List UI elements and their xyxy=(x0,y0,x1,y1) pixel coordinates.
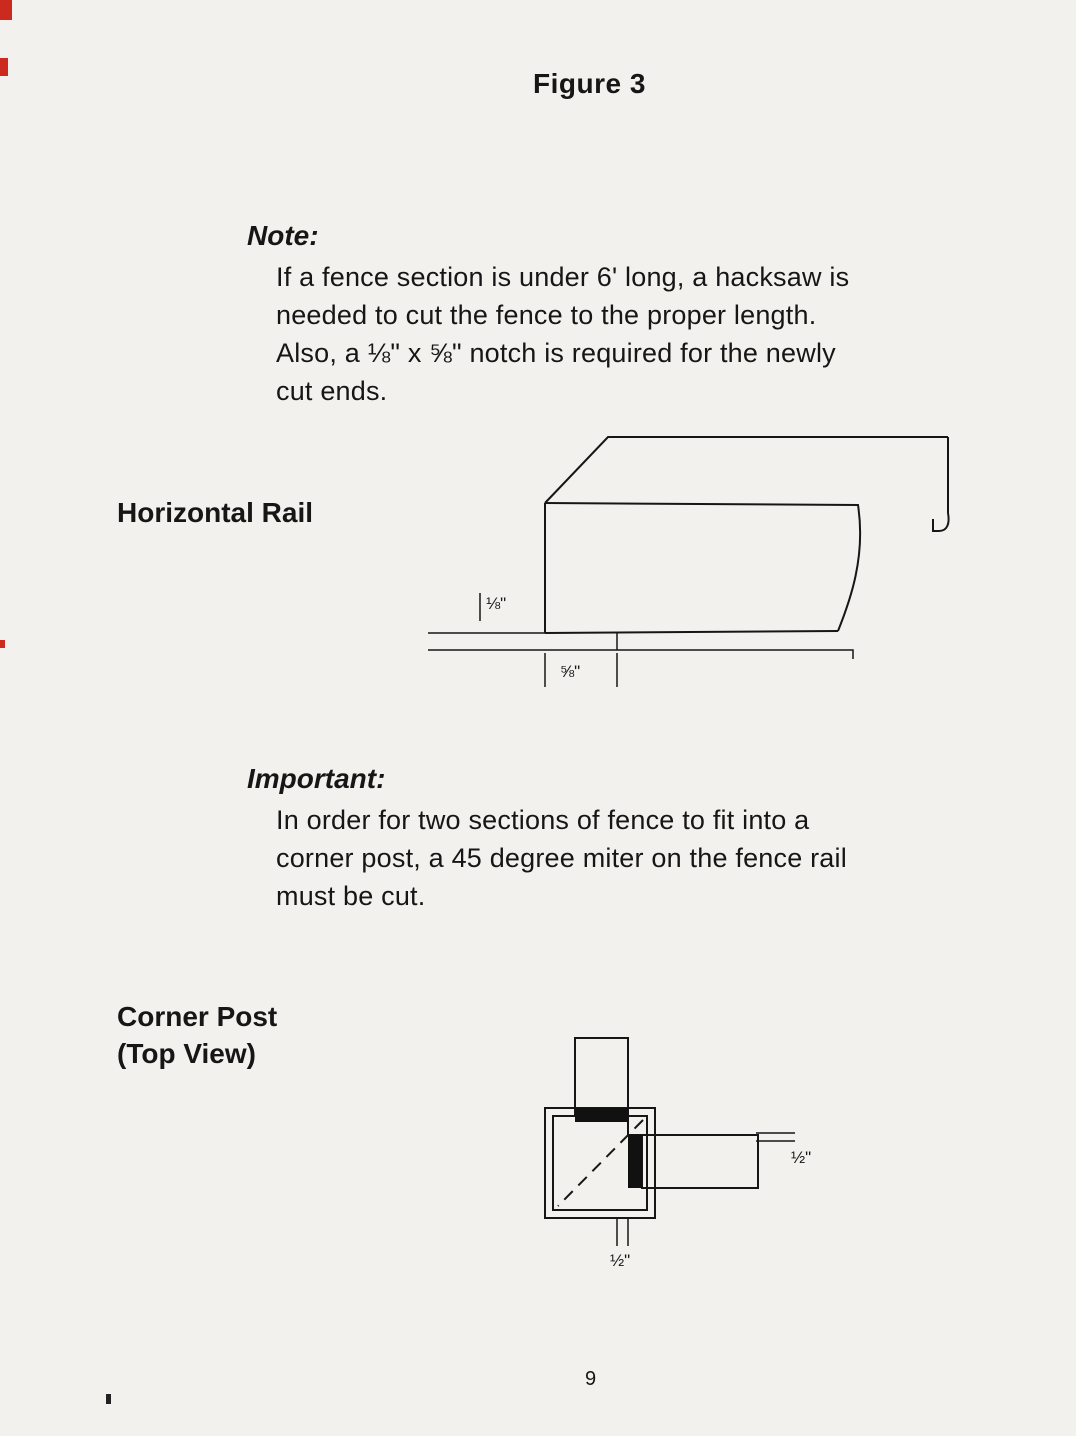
corner-post-label xyxy=(117,998,277,1072)
dim-label-five-eighths: ⅝" xyxy=(560,662,581,681)
dim-label-half-bottom: ½" xyxy=(610,1251,631,1270)
note-line: If a fence section is under 6' long, a hacksaw is xyxy=(276,262,850,292)
note-line: needed to cut the fence to the proper length. xyxy=(276,300,817,330)
scan-artifact xyxy=(0,58,8,76)
important-line: corner post, a 45 degree miter on the fence rail xyxy=(276,843,847,873)
corner-post-label-line1: Corner Post xyxy=(117,1001,278,1032)
corner-post-label-line2: (Top View) xyxy=(117,1038,256,1069)
scan-artifact xyxy=(0,640,5,648)
note-heading: Note: xyxy=(247,220,319,251)
important-heading: Important: xyxy=(247,763,386,794)
important-line: In order for two sections of fence to fit into a xyxy=(276,805,810,835)
horizontal-rail-diagram xyxy=(420,425,980,695)
note-line: Also, a ⅛" x ⅝" notch is required for the newly xyxy=(276,338,836,368)
scan-artifact xyxy=(0,0,12,20)
dim-label-eighth: ⅛" xyxy=(486,594,507,613)
horizontal-rail-label: Horizontal Rail xyxy=(117,497,314,528)
scan-artifact xyxy=(106,1394,111,1404)
dim-label-half-right: ½" xyxy=(791,1148,812,1167)
note-line: cut ends. xyxy=(276,376,388,406)
page-number: 9 xyxy=(585,1368,597,1390)
important-line: must be cut. xyxy=(276,881,426,911)
corner-post-diagram xyxy=(520,1030,850,1280)
note-paragraph xyxy=(276,258,849,410)
page-title: Figure 3 xyxy=(533,68,646,99)
important-paragraph xyxy=(276,801,847,915)
